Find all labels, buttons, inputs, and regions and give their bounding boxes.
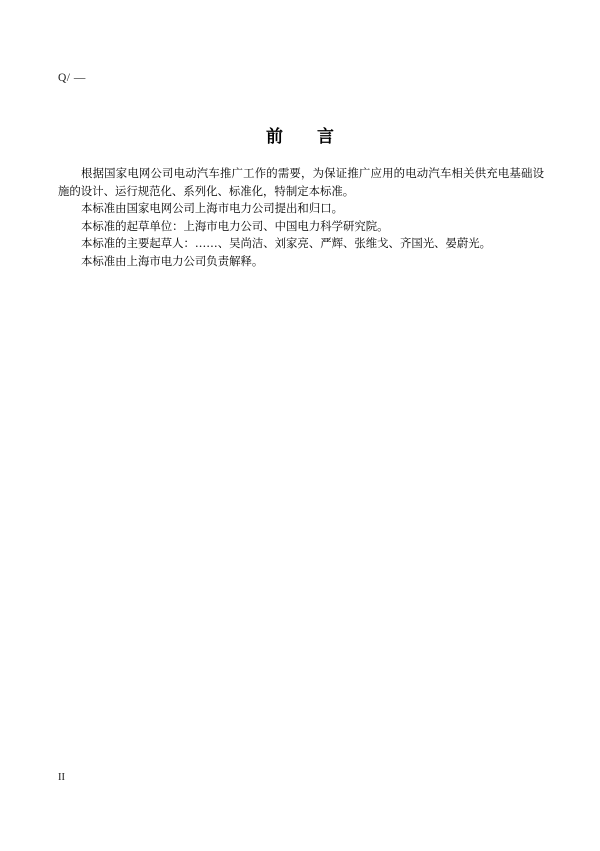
foreword-paragraph-1: 根据国家电网公司电动汽车推广工作的需要，为保证推广应用的电动汽车相关供充电基础设施的设计、运行规范化、系列化、标准化，特制定本标准。	[58, 166, 544, 198]
foreword-body	[58, 165, 544, 270]
foreword-paragraph-5: 本标准由上海市电力公司负责解释。	[81, 253, 264, 268]
page-number: II	[58, 772, 65, 783]
foreword-paragraph-2: 本标准由国家电网公司上海市电力公司提出和归口。	[81, 201, 343, 215]
foreword-paragraph-3: 本标准的起草单位：上海市电力公司、中国电力科学研究院。	[81, 218, 389, 233]
page-title: 前 言	[266, 127, 348, 147]
foreword-paragraph-4: 本标准的主要起草人：……、吴尚洁、刘家亮、严辉、张维戈、齐国光、晏蔚光。	[81, 236, 492, 250]
page-header-standard-code: Q/ —	[58, 72, 86, 84]
